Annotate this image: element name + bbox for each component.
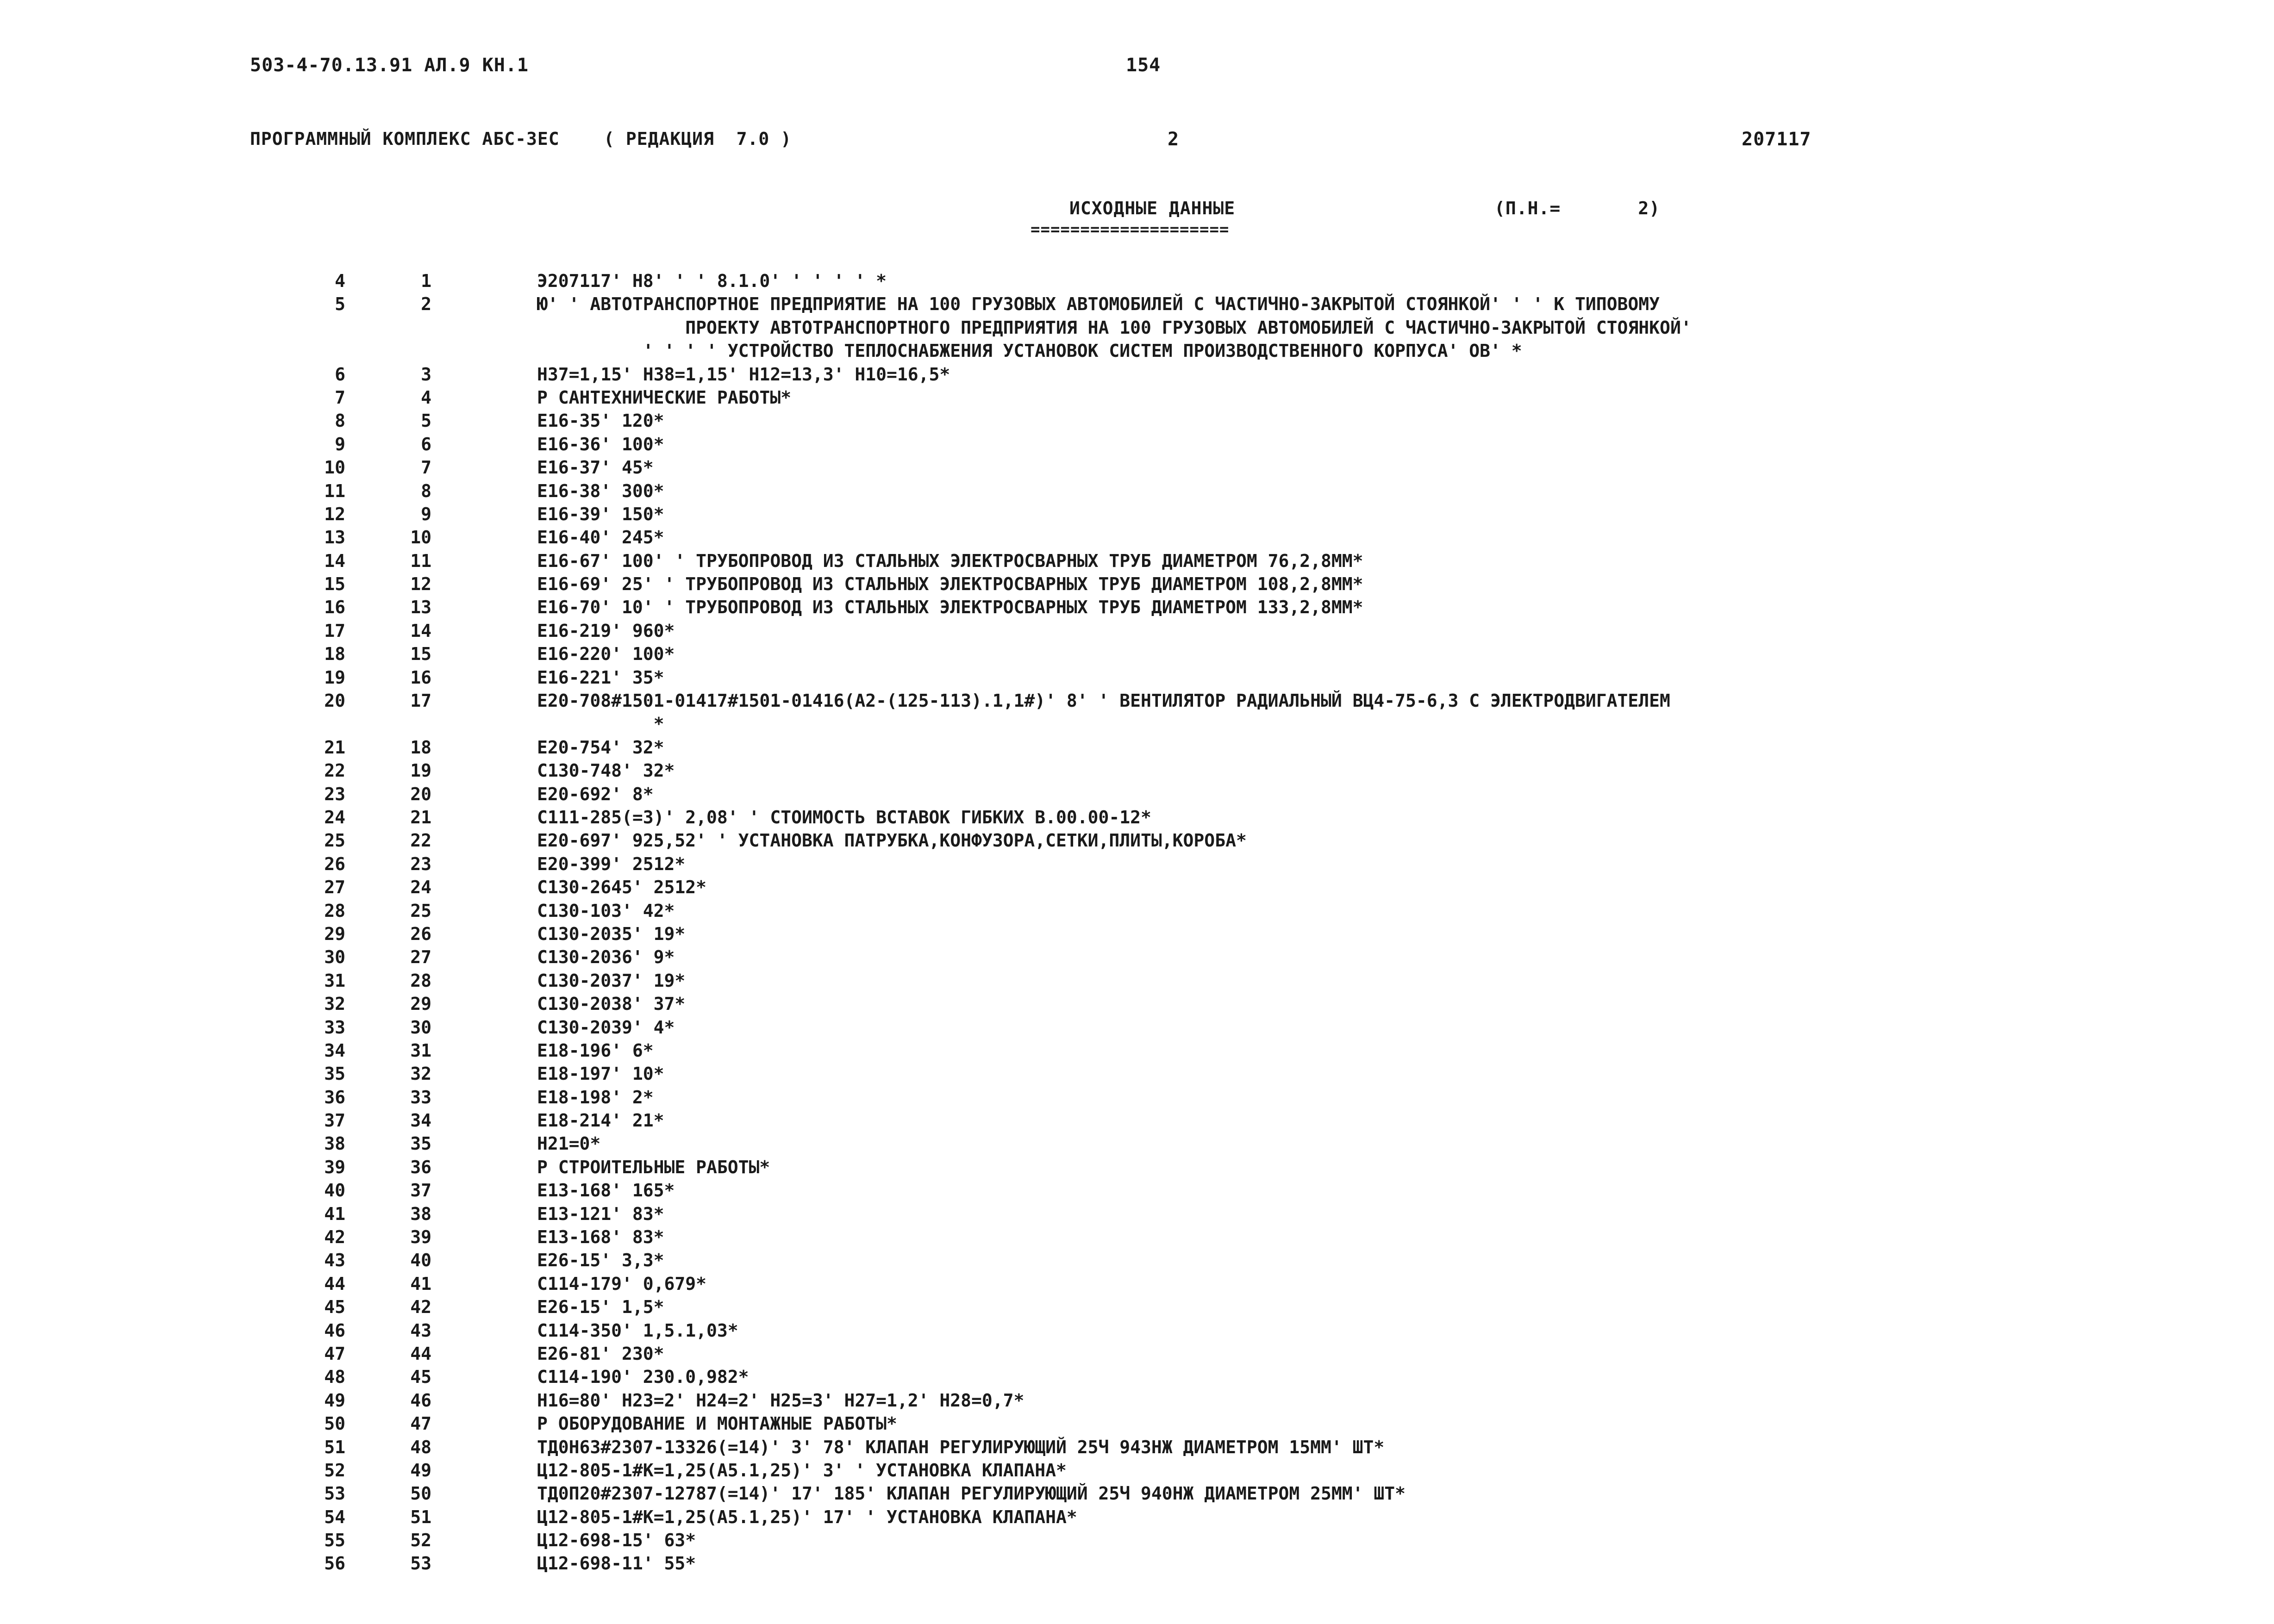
listing-row	[0, 736, 2274, 759]
statement-text: Е20-708#1501-01417#1501-01416(А2-(125-113).1,1#)' 8' ' ВЕНТИЛЯТОР РАДИАЛЬНЫЙ ВЦ4-75-6,3 С ЭЛЕКТРОДВИГАТЕЛЕМ	[537, 691, 1670, 711]
line-number: 24	[324, 807, 345, 828]
listing-row	[0, 1249, 2274, 1272]
statement-text: С130-103' 42*	[537, 900, 675, 921]
statement-text: Э207117' Н8' ' ' 8.1.0' ' ' ' ' *	[537, 271, 887, 291]
statement-number: 43	[410, 1320, 431, 1341]
listing-row	[0, 1575, 2274, 1599]
statement-number: 51	[410, 1506, 431, 1527]
line-number: 39	[324, 1157, 345, 1177]
statement-text: С130-2038' 37*	[537, 994, 686, 1014]
statement-number: 34	[410, 1110, 431, 1131]
listing-row	[0, 339, 2274, 362]
line-number: 46	[324, 1320, 345, 1341]
listing-row	[0, 1295, 2274, 1319]
statement-text: Е16-37' 45*	[537, 457, 654, 478]
listing-row	[0, 316, 2274, 339]
listing-row	[0, 619, 2274, 642]
statement-text: С111-285(=3)' 2,08' ' СТОИМОСТЬ ВСТАВОК ГИБКИХ В.00.00-12*	[537, 807, 1151, 828]
line-number: 53	[324, 1483, 345, 1504]
listing-row	[0, 1226, 2274, 1249]
listing-row	[0, 689, 2274, 712]
statement-text: С130-748' 32*	[537, 760, 675, 781]
line-number: 48	[324, 1367, 345, 1388]
line-number: 42	[324, 1227, 345, 1248]
statement-text: С130-2645' 2512*	[537, 877, 707, 898]
line-number: 41	[324, 1203, 345, 1224]
statement-text: Е16-38' 300*	[537, 480, 664, 501]
listing-row	[0, 363, 2274, 386]
line-number: 30	[324, 947, 345, 968]
line-number: 19	[324, 667, 345, 688]
statement-text: С130-2037' 19*	[537, 970, 686, 991]
listing-row	[0, 1202, 2274, 1226]
statement-text: ТД0Н63#2307-13326(=14)' 3' 78' КЛАПАН РЕГУЛИРУЮЩИЙ 25Ч 943НЖ ДИАМЕТРОМ 15ММ' ШТ*	[537, 1437, 1385, 1457]
line-number: 50	[324, 1413, 345, 1434]
statement-text: Е16-36' 100*	[537, 434, 664, 454]
statement-number: 45	[410, 1367, 431, 1388]
statement-number: 17	[410, 691, 431, 711]
listing-row	[0, 759, 2274, 782]
statement-text: Е16-40' 245*	[537, 527, 664, 548]
listing-row	[0, 1506, 2274, 1529]
listing-row	[0, 596, 2274, 619]
statement-text: Е16-70' 10' ' ТРУБОПРОВОД ИЗ СТАЛЬНЫХ ЭЛЕКТРОСВАРНЫХ ТРУБ ДИАМЕТРОМ 133,2,8ММ*	[537, 597, 1363, 618]
statement-number: 53	[410, 1553, 431, 1574]
statement-number: 49	[410, 1460, 431, 1481]
statement-number: 37	[410, 1180, 431, 1201]
statement-text: Ц12-698-11' 55*	[537, 1553, 696, 1574]
line-number: 21	[324, 737, 345, 758]
line-number: 47	[324, 1343, 345, 1364]
statement-text: ' ' ' ' УСТРОЙСТВО ТЕПЛОСНАБЖЕНИЯ УСТАНОВОК СИСТЕМ ПРОИЗВОДСТВЕННОГО КОРПУСА' ОВ' *	[537, 341, 1522, 361]
listing-row	[0, 526, 2274, 549]
statement-number: 26	[410, 923, 431, 944]
line-number: 25	[324, 830, 345, 851]
line-number: 11	[324, 480, 345, 501]
statement-text: ТД0П20#2307-12787(=14)' 17' 185' КЛАПАН РЕГУЛИРУЮЩИЙ 25Ч 940НЖ ДИАМЕТРОМ 25ММ' ШТ*	[537, 1483, 1406, 1504]
document-code: 207117	[1742, 129, 1812, 150]
listing-row	[0, 1482, 2274, 1505]
statement-text: С114-179' 0,679*	[537, 1273, 707, 1294]
line-number: 18	[324, 644, 345, 665]
line-number: 56	[324, 1553, 345, 1574]
line-number: 36	[324, 1087, 345, 1108]
listing-row	[0, 1319, 2274, 1342]
listing-row	[0, 409, 2274, 432]
statement-number: 28	[410, 970, 431, 991]
statement-text: Е18-214' 21*	[537, 1110, 664, 1131]
statement-number: 11	[410, 550, 431, 571]
statement-text: Е26-15' 3,3*	[537, 1250, 664, 1271]
line-number: 34	[324, 1040, 345, 1061]
listing-row	[0, 712, 2274, 735]
statement-text: Е13-168' 165*	[537, 1180, 675, 1201]
listing-row	[0, 292, 2274, 316]
listing-row	[0, 1436, 2274, 1459]
listing-row	[0, 1062, 2274, 1085]
statement-number: 36	[410, 1157, 431, 1177]
listing-row	[0, 783, 2274, 806]
statement-number: 12	[410, 574, 431, 595]
statement-number: 7	[421, 457, 431, 478]
line-number: 52	[324, 1460, 345, 1481]
statement-number: 50	[410, 1483, 431, 1504]
line-number: 35	[324, 1064, 345, 1084]
statement-number: 52	[410, 1530, 431, 1551]
statement-text: Е16-35' 120*	[537, 411, 664, 431]
statement-number: 6	[421, 434, 431, 454]
statement-text: Е16-220' 100*	[537, 644, 675, 665]
statement-text: Е16-67' 100' ' ТРУБОПРОВОД ИЗ СТАЛЬНЫХ ЭЛЕКТРОСВАРНЫХ ТРУБ ДИАМЕТРОМ 76,2,8ММ*	[537, 550, 1363, 571]
statement-number: 5	[421, 411, 431, 431]
statement-number: 22	[410, 830, 431, 851]
listing-row	[0, 549, 2274, 572]
listing-row	[0, 1156, 2274, 1179]
line-number: 23	[324, 784, 345, 804]
listing-row	[0, 946, 2274, 969]
listing-row	[0, 1365, 2274, 1388]
statement-number: 16	[410, 667, 431, 688]
statement-number: 13	[410, 597, 431, 618]
listing-row	[0, 1086, 2274, 1109]
listing-row	[0, 829, 2274, 852]
statement-number: 20	[410, 784, 431, 804]
line-number: 54	[324, 1506, 345, 1527]
statement-text: Е16-221' 35*	[537, 667, 664, 688]
statement-number: 23	[410, 853, 431, 874]
section-title: ИСХОДНЫЕ ДАННЫЕ	[1069, 198, 1236, 218]
statement-text: Р ОБОРУДОВАНИЕ И МОНТАЖНЫЕ РАБОТЫ*	[537, 1413, 897, 1434]
statement-number: 4	[421, 387, 431, 408]
statement-number: 29	[410, 994, 431, 1014]
listing-row	[0, 666, 2274, 689]
line-number: 28	[324, 900, 345, 921]
statement-number: 46	[410, 1390, 431, 1411]
statement-text: Е16-69' 25' ' ТРУБОПРОВОД ИЗ СТАЛЬНЫХ ЭЛЕКТРОСВАРНЫХ ТРУБ ДИАМЕТРОМ 108,2,8ММ*	[537, 574, 1363, 595]
listing-row	[0, 642, 2274, 666]
line-number: 5	[335, 294, 345, 315]
statement-number: 44	[410, 1343, 431, 1364]
line-number: 20	[324, 691, 345, 711]
statement-number: 41	[410, 1273, 431, 1294]
line-number: 40	[324, 1180, 345, 1201]
line-number: 38	[324, 1133, 345, 1154]
line-number: 43	[324, 1250, 345, 1271]
listing-row	[0, 1459, 2274, 1482]
statement-number: 18	[410, 737, 431, 758]
listing-row	[0, 969, 2274, 992]
listing-row	[0, 876, 2274, 899]
line-number: 51	[324, 1437, 345, 1457]
statement-text: С130-2036' 9*	[537, 947, 675, 968]
statement-number: 38	[410, 1203, 431, 1224]
statement-number: 47	[410, 1413, 431, 1434]
listing-row	[0, 806, 2274, 829]
listing-row	[0, 572, 2274, 596]
line-number: 55	[324, 1530, 345, 1551]
page-number: 154	[1126, 55, 1161, 76]
listing-row	[0, 386, 2274, 409]
statement-text: С114-190' 230.0,982*	[537, 1367, 749, 1388]
statement-text: Ц12-698-15' 63*	[537, 1530, 696, 1551]
statement-text: Е13-121' 83*	[537, 1203, 664, 1224]
statement-text: Е26-81' 230*	[537, 1343, 664, 1364]
statement-text: Е16-219' 960*	[537, 620, 675, 641]
statement-number: 1	[421, 271, 431, 291]
statement-number: 8	[421, 480, 431, 501]
listing-row	[0, 269, 2274, 292]
statement-text: Н16=80' Н23=2' Н24=2' Н25=3' Н27=1,2' Н28=0,7*	[537, 1390, 1025, 1411]
listing-row	[0, 433, 2274, 456]
line-number: 12	[324, 504, 345, 524]
statement-number: 19	[410, 760, 431, 781]
statement-text: Е18-198' 2*	[537, 1087, 654, 1108]
line-number: 26	[324, 853, 345, 874]
statement-text: Е20-697' 925,52' ' УСТАНОВКА ПАТРУБКА,КОНФУЗОРА,СЕТКИ,ПЛИТЫ,КОРОБА*	[537, 830, 1247, 851]
statement-text: Е26-15' 1,5*	[537, 1297, 664, 1318]
listing-row	[0, 1039, 2274, 1062]
statement-number: 25	[410, 900, 431, 921]
statement-text: С130-2035' 19*	[537, 923, 686, 944]
title-underline: ====================	[1031, 220, 1230, 239]
line-number: 13	[324, 527, 345, 548]
statement-text: Е18-197' 10*	[537, 1064, 664, 1084]
statement-text: Е18-196' 6*	[537, 1040, 654, 1061]
statement-number: 24	[410, 877, 431, 898]
statement-text: Е20-692' 8*	[537, 784, 654, 804]
line-number: 33	[324, 1017, 345, 1038]
listing-row	[0, 456, 2274, 479]
title-parameter: (П.Н.= 2)	[1494, 198, 1661, 218]
statement-text: С130-2039' 4*	[537, 1017, 675, 1038]
statement-number: 35	[410, 1133, 431, 1154]
line-number: 9	[335, 434, 345, 454]
statement-number: 33	[410, 1087, 431, 1108]
listing-row	[0, 899, 2274, 922]
statement-number: 14	[410, 620, 431, 641]
statement-text: Е13-168' 83*	[537, 1227, 664, 1248]
listing-row	[0, 1016, 2274, 1039]
statement-text: *	[537, 714, 664, 734]
statement-number: 31	[410, 1040, 431, 1061]
line-number: 45	[324, 1297, 345, 1318]
statement-text: Р СТРОИТЕЛЬНЫЕ РАБОТЫ*	[537, 1157, 770, 1177]
listing-row	[0, 1109, 2274, 1132]
statement-number: 30	[410, 1017, 431, 1038]
statement-number: 15	[410, 644, 431, 665]
listing-row	[0, 1389, 2274, 1412]
program-title: ПРОГРАММНЫЙ КОМПЛЕКС АБС-3ЕС ( РЕДАКЦИЯ 7.0 )	[250, 129, 792, 149]
listing-row	[0, 922, 2274, 946]
line-number: 16	[324, 597, 345, 618]
statement-number: 40	[410, 1250, 431, 1271]
line-number: 15	[324, 574, 345, 595]
statement-number: 42	[410, 1297, 431, 1318]
line-number: 14	[324, 550, 345, 571]
statement-number: 3	[421, 364, 431, 385]
statement-text: Е16-39' 150*	[537, 504, 664, 524]
statement-text: Ц12-805-1#К=1,25(А5.1,25)' 17' ' УСТАНОВКА КЛАПАНА*	[537, 1506, 1077, 1527]
document-reference: 503-4-70.13.91 АЛ.9 КН.1	[250, 55, 529, 76]
statement-text: ПРОЕКТУ АВТОТРАНСПОРТНОГО ПРЕДПРИЯТИЯ НА 100 ГРУЗОВЫХ АВТОМОБИЛЕЙ С ЧАСТИЧНО-ЗАКРЫТОЙ СТОЯНКОЙ'	[537, 317, 1692, 338]
statement-number: 39	[410, 1227, 431, 1248]
section-number: 2	[1168, 129, 1180, 150]
listing-row	[0, 1179, 2274, 1202]
listing-row	[0, 1272, 2274, 1295]
line-number: 29	[324, 923, 345, 944]
line-number: 17	[324, 620, 345, 641]
statement-number: 2	[421, 294, 431, 315]
statement-text: Е20-754' 32*	[537, 737, 664, 758]
line-number: 6	[335, 364, 345, 385]
statement-number: 27	[410, 947, 431, 968]
statement-text: Н21=0*	[537, 1133, 601, 1154]
statement-text: Н37=1,15' Н38=1,15' Н12=13,3' Н10=16,5*	[537, 364, 950, 385]
listing-row	[0, 503, 2274, 526]
line-number: 4	[335, 271, 345, 291]
line-number: 8	[335, 411, 345, 431]
listing-row	[0, 1412, 2274, 1435]
statement-text: С114-350' 1,5.1,03*	[537, 1320, 738, 1341]
statement-number: 9	[421, 504, 431, 524]
listing-row	[0, 1132, 2274, 1155]
listing-row	[0, 479, 2274, 503]
statement-number: 32	[410, 1064, 431, 1084]
statement-number: 48	[410, 1437, 431, 1457]
line-number: 22	[324, 760, 345, 781]
statement-number: 10	[410, 527, 431, 548]
listing-row	[0, 1552, 2274, 1575]
statement-text: Е20-399' 2512*	[537, 853, 686, 874]
listing-row	[0, 1342, 2274, 1365]
statement-text: Ц12-805-1#К=1,25(А5.1,25)' 3' ' УСТАНОВКА КЛАПАНА*	[537, 1460, 1067, 1481]
statement-text: Р САНТЕХНИЧЕСКИЕ РАБОТЫ*	[537, 387, 792, 408]
line-number: 10	[324, 457, 345, 478]
statement-number: 21	[410, 807, 431, 828]
line-number: 27	[324, 877, 345, 898]
source-listing	[0, 269, 2274, 1599]
line-number: 44	[324, 1273, 345, 1294]
line-number: 32	[324, 994, 345, 1014]
line-number: 7	[335, 387, 345, 408]
statement-text: Ю' ' АВТОТРАНСПОРТНОЕ ПРЕДПРИЯТИЕ НА 100 ГРУЗОВЫХ АВТОМОБИЛЕЙ С ЧАСТИЧНО-ЗАКРЫТОЙ СТОЯНКОЙ' ' ' К ТИПОВОМУ	[537, 294, 1660, 315]
line-number: 31	[324, 970, 345, 991]
line-number: 37	[324, 1110, 345, 1131]
line-number: 49	[324, 1390, 345, 1411]
listing-row	[0, 992, 2274, 1015]
listing-row	[0, 1529, 2274, 1552]
listing-row	[0, 852, 2274, 876]
